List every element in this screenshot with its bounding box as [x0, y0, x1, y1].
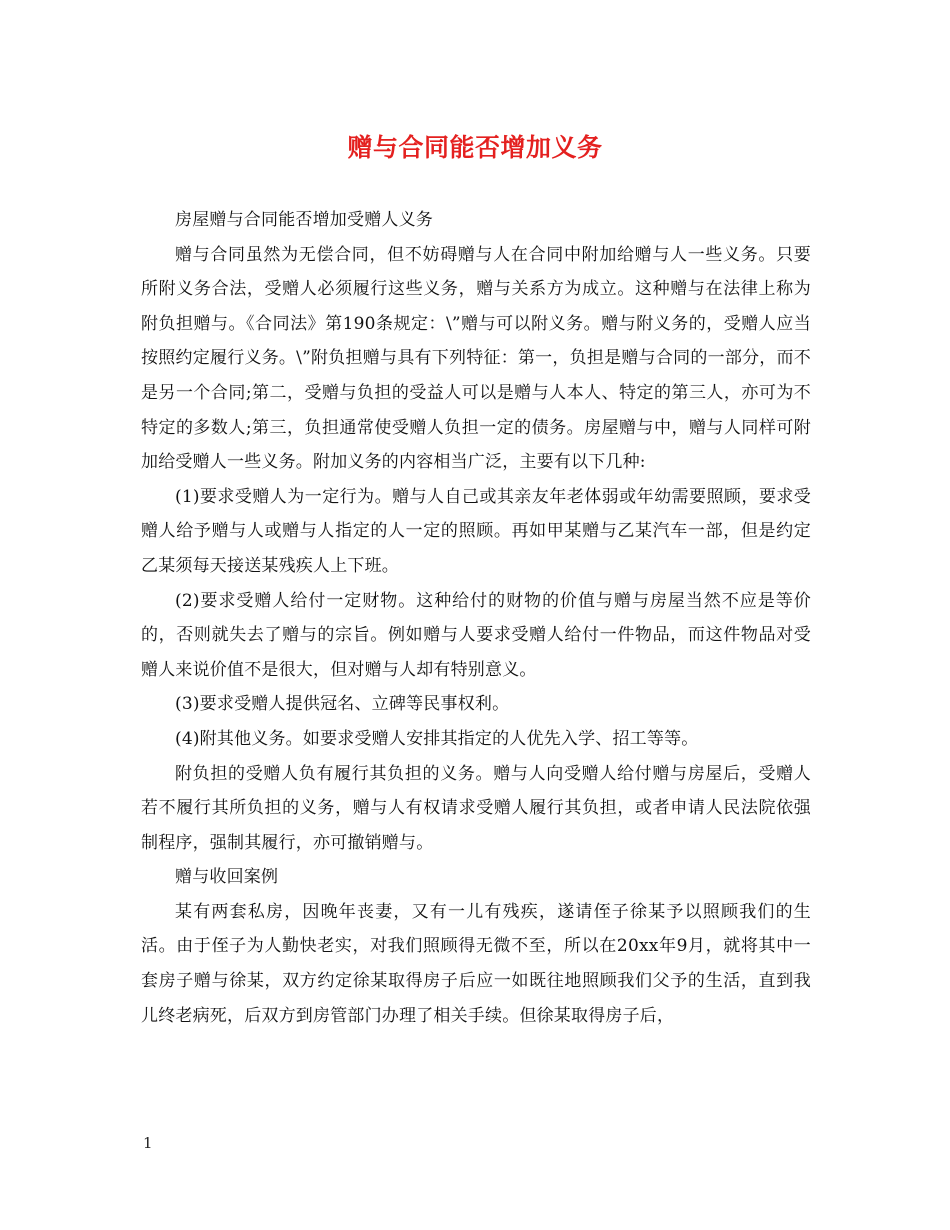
section-heading: 赠与收回案例	[175, 867, 279, 888]
body-paragraph: (3)要求受赠人提供冠名、立碑等民事权利。	[175, 694, 510, 715]
subtitle-paragraph: 房屋赠与合同能否增加受赠人义务	[175, 210, 433, 230]
document-body	[141, 203, 811, 1033]
body-paragraph: 某有两套私房，因晚年丧妻，又有一儿有残疾，遂请侄子徐某予以照顾我们的生活。由于侄子为人勤快老实，对我们照顾得无微不至，所以在20xx年9月，就将其中一套房子赠与徐某，双方约定徐某取得房子后应一如既往地照顾我们父予的生活，直到我儿终老病死，后双方到房管部门办理了相关手续。但徐某取得房子后，	[141, 901, 811, 1026]
body-paragraph: (4)附其他义务。如要求受赠人安排其指定的人优先入学、招工等等。	[175, 728, 699, 749]
body-paragraph: 赠与合同虽然为无偿合同，但不妨碍赠与人在合同中附加给赠与人一些义务。只要所附义务合法，受赠人必须履行这些义务，赠与关系方为成立。这种赠与在法律上称为附负担赠与。《合同法》第190条规定：\”赠与可以附义务。赠与附义务的，受赠人应当按照约定履行义务。\”附负担赠与具有下列特征：第一，负担是赠与合同的一部分，而不是另一个合同;第二，受赠与负担的受益人可以是赠与人本人、特定的第三人，亦可为不特定的多数人;第三，负担通常使受赠人负担一定的债务。房屋赠与中，赠与人同样可附加给受赠人一些义务。附加义务的内容相当广泛，主要有以下几种:	[141, 244, 811, 473]
document-title: 赠与合同能否增加义务	[347, 133, 603, 162]
body-paragraph: 附负担的受赠人负有履行其负担的义务。赠与人向受赠人给付赠与房屋后，受赠人若不履行其所负担的义务，赠与人有权请求受赠人履行其负担，或者申请人民法院依强制程序，强制其履行，亦可撤销赠与。	[141, 763, 811, 853]
page-number: 1	[143, 1134, 153, 1152]
body-paragraph: (1)要求受赠人为一定行为。赠与人自己或其亲友年老体弱或年幼需要照顾，要求受赠人给予赠与人或赠与人指定的人一定的照顾。再如甲某赠与乙某汽车一部，但是约定乙某须每天接送某残疾人上下班。	[141, 486, 811, 576]
body-paragraph: (2)要求受赠人给付一定财物。这种给付的财物的价值与赠与房屋当然不应是等价的，否则就失去了赠与的宗旨。例如赠与人要求受赠人给付一件物品，而这件物品对受赠人来说价值不是很大，但对赠与人却有特别意义。	[141, 590, 811, 680]
